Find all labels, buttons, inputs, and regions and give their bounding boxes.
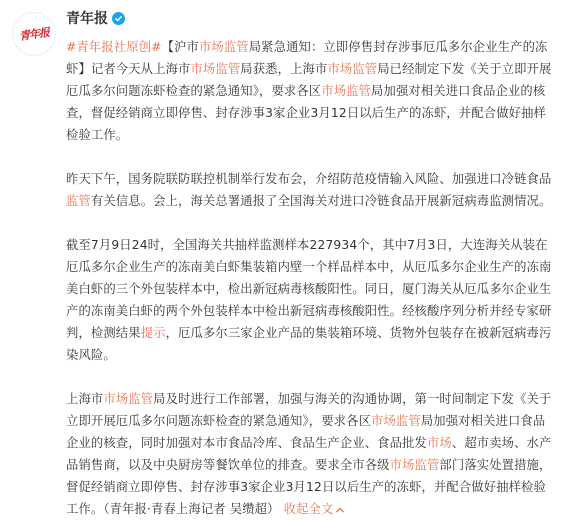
paragraph-3 — [66, 234, 556, 366]
keyword-link[interactable]: 市场监管 — [198, 40, 249, 54]
text: 截至7月9日24时，全国海关共抽样监测样本227934个，其中7月3日，大连海关从装在厄瓜多尔企业生产的冻南美白虾集装箱内壁一个样品样本中，从厄瓜多尔企业生产的冻南美白虾的三个外包装样本中，检出新冠病毒核酸阳性。同日，厦门海关从厄瓜多尔企业生产的冻南美白虾的两个外包装样本中检出新冠病毒核酸阳性。经核酸序列分析并经专家研判，检测结果 — [66, 238, 552, 340]
collapse-full-text-link[interactable] — [284, 502, 346, 516]
name-row — [66, 8, 556, 28]
hashtag-link[interactable]: #青年报社原创# — [66, 40, 162, 54]
paragraph-4 — [66, 388, 556, 520]
keyword-link[interactable]: 监管 — [66, 194, 91, 208]
post-header — [66, 8, 556, 28]
text: ，厄瓜多尔三家企业产品的集装箱环境、货物外包装存在被新冠病毒污染风险。 — [66, 326, 552, 362]
keyword-link[interactable]: 提示 — [140, 326, 166, 340]
keyword-link[interactable]: 市场监管 — [103, 392, 154, 406]
text: 局加强对相关进口食品企业的核查，同时加强对本市食品冷库、食品生产企业、食品批发 — [66, 414, 546, 450]
text: 部门落实处置措施，督促经销商立即停售、封存涉事3家企业3月12日以后生产的冻虾，并配合做好抽样检验工作。（青年报·青春上海记者 吴缵超） — [66, 458, 552, 516]
text: 局及时进行工作部署，加强与海关的沟通协调，第一时间制定下发《关于立即开展厄瓜多尔问题冻虾检查的紧急通知》，要求各区 — [66, 392, 552, 428]
collapse-label: 收起全文 — [283, 502, 334, 516]
text: 有关信息。会上，海关总署通报了全国海关对进口冷链食品开展新冠病毒监测情况。 — [90, 194, 552, 208]
chevron-up-icon — [335, 506, 345, 514]
text: 局紧急通知：立即停售封存涉事厄瓜多尔企业生产的冻虾】记者今天从上海市 — [66, 40, 548, 76]
paragraph-2 — [66, 168, 556, 212]
avatar-logo-text: 青年报 — [18, 25, 50, 44]
text: 、超市卖场、水产品销售商，以及中央厨房等餐饮单位的排查。要求全市各级 — [66, 436, 552, 472]
text: 昨天下午，国务院联防联控机制举行发布会，介绍防范疫情输入风险、加强进口冷链食品 — [66, 172, 552, 186]
keyword-link[interactable]: 市场监管 — [327, 62, 378, 76]
text: 局已经制定下发《关于立即开展厄瓜多尔问题冻虾检查的紧急通知》，要求各区 — [66, 62, 552, 98]
keyword-link[interactable]: 市场监管 — [321, 84, 372, 98]
post-content — [66, 36, 556, 520]
paragraph-1 — [66, 36, 556, 146]
text: 局加强对相关进口食品企业的核查，督促经销商立即停售、封存涉事3家企业3月12日以后生产的冻虾，并配合做好抽样检验工作。 — [66, 84, 546, 142]
text: 局获悉，上海市 — [240, 62, 328, 76]
keyword-link[interactable]: 市场监管 — [389, 458, 440, 472]
keyword-link[interactable]: 市场 — [426, 436, 452, 450]
text: 【沪市 — [161, 40, 199, 54]
account-name[interactable]: 青年报 — [66, 11, 108, 27]
verified-badge-icon — [112, 12, 125, 25]
avatar[interactable] — [12, 12, 56, 56]
keyword-link[interactable]: 市场监管 — [371, 414, 421, 428]
text: 上海市 — [66, 392, 104, 406]
keyword-link[interactable]: 市场监管 — [190, 62, 241, 76]
